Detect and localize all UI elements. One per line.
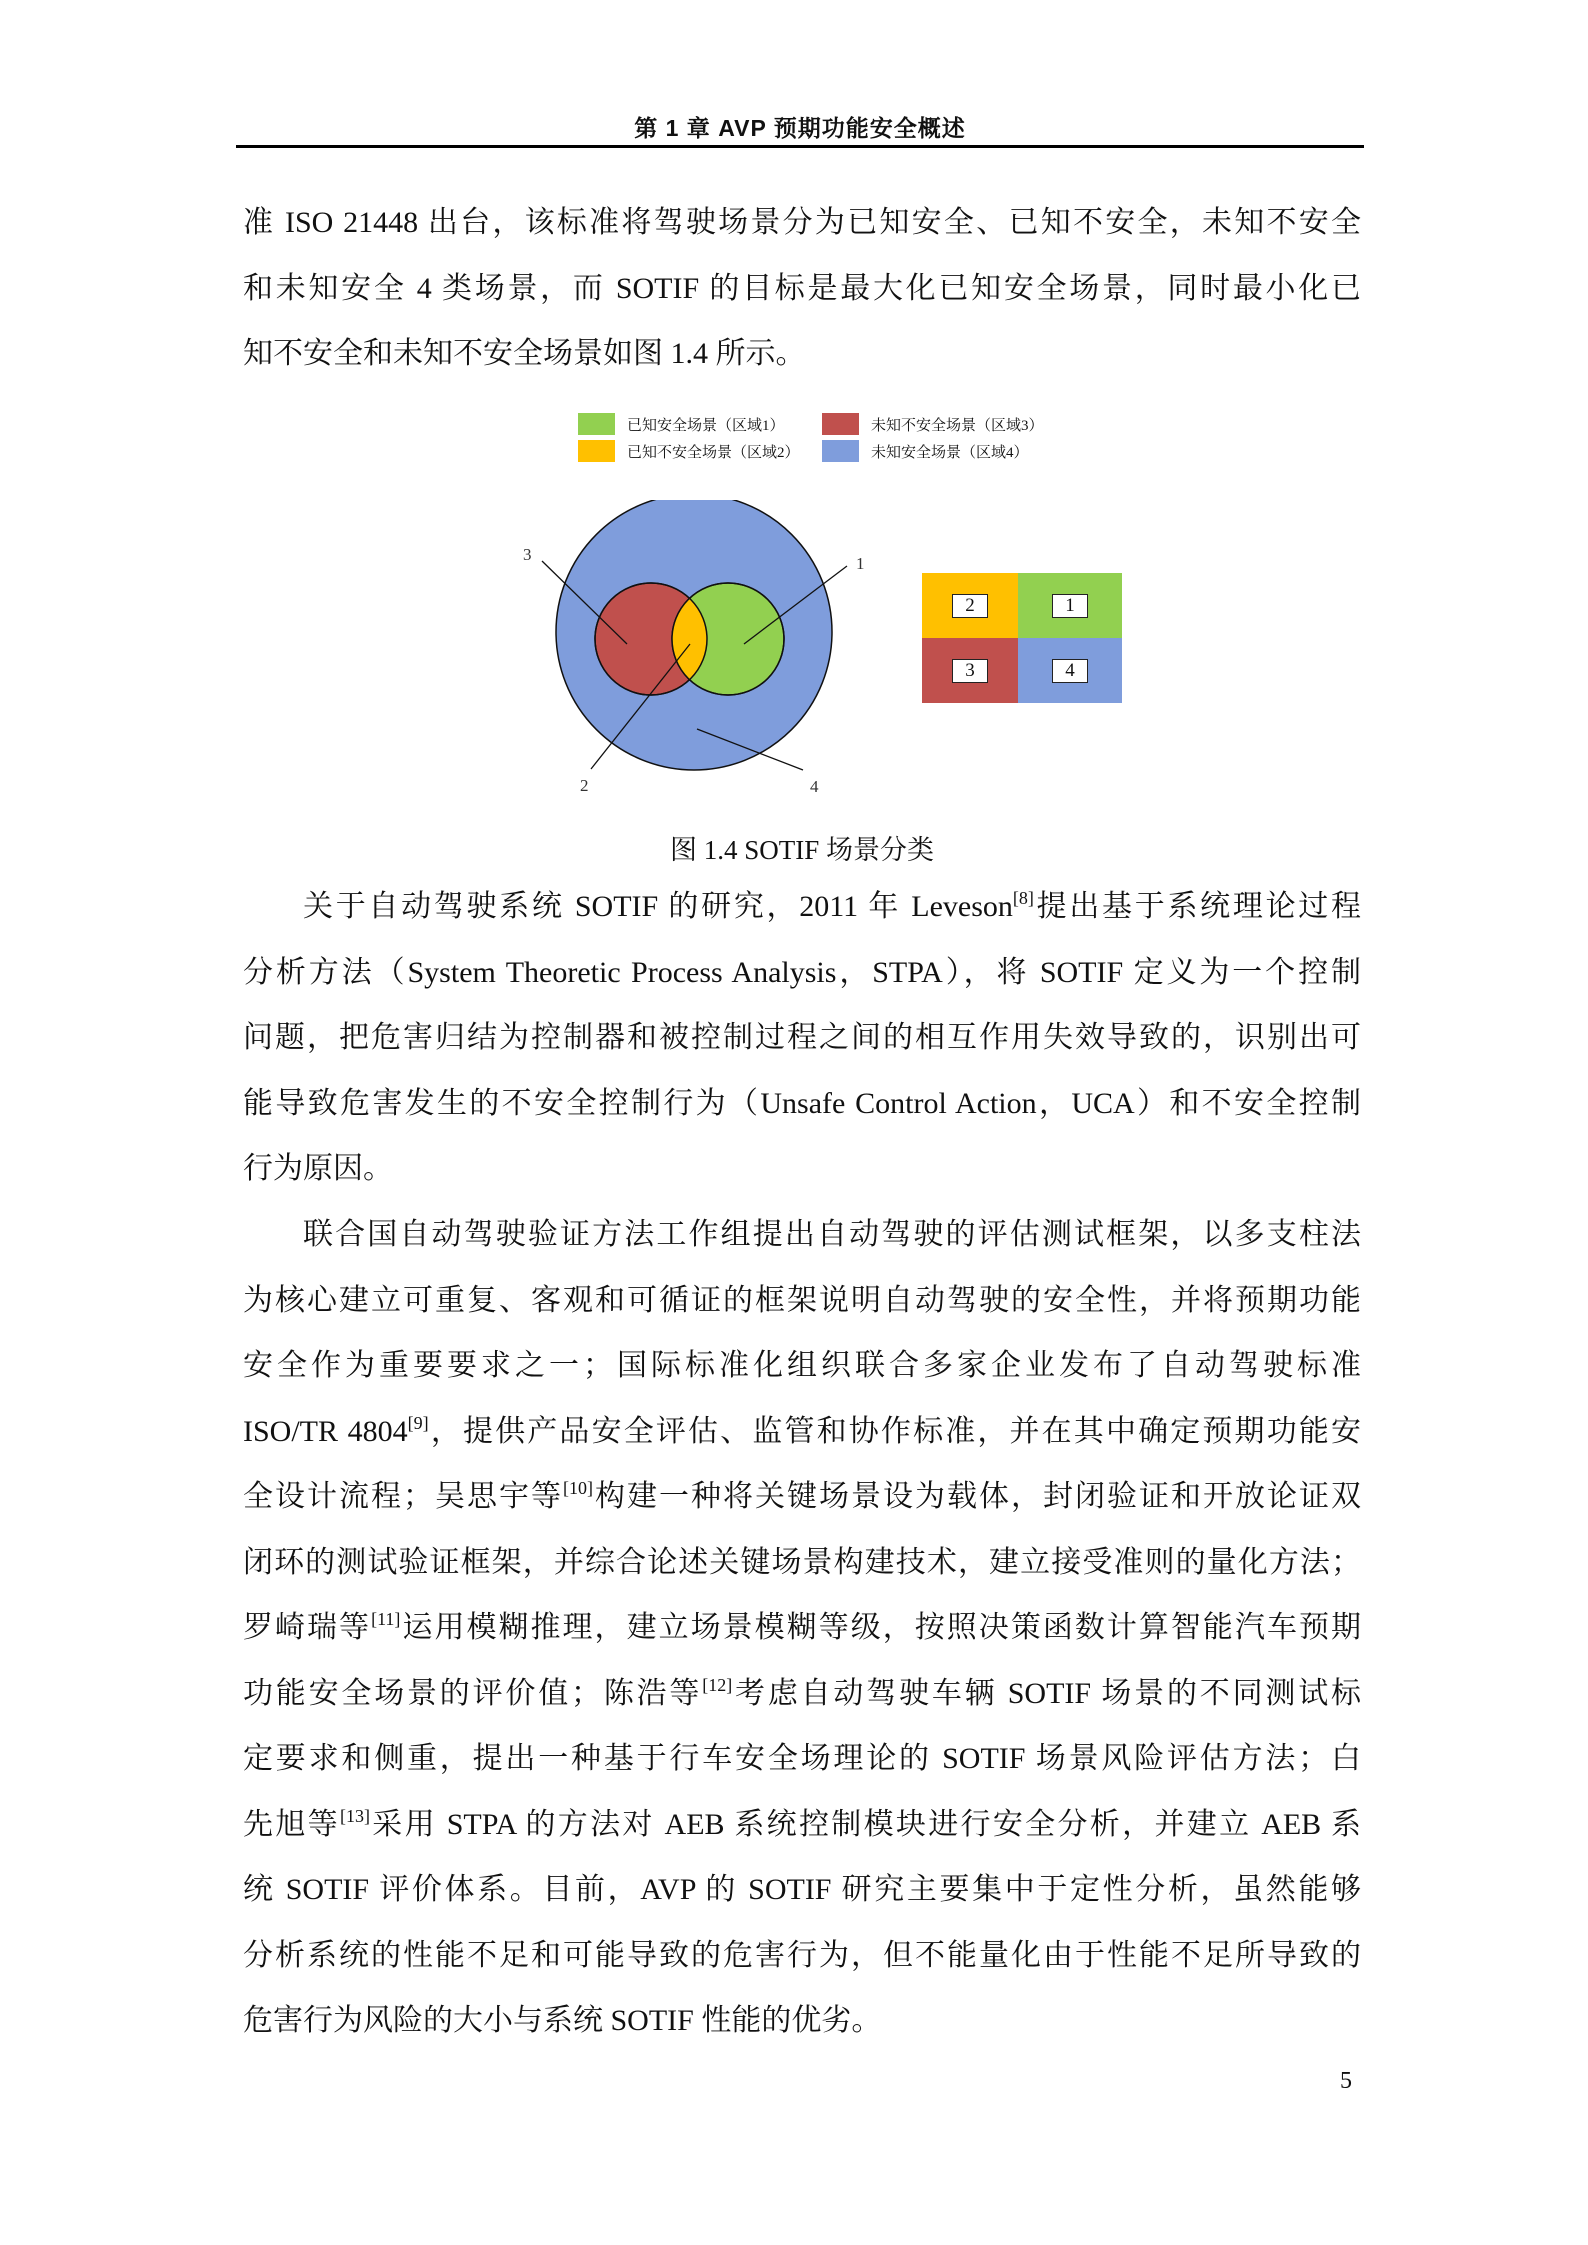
text-line: 为核心建立可重复、客观和可循证的框架说明自动驾驶的安全性，并将预期功能 (243, 1283, 1361, 1317)
text-line: 准 ISO 21448 出台，该标准将驾驶场景分为已知安全、已知不安全，未知不安全 (243, 206, 1361, 239)
grid-cell-region3 (922, 638, 1018, 703)
legend-label: 未知安全场景（区域4） (871, 444, 1029, 461)
citation-ref: [11] (371, 1609, 401, 1629)
text-line: 问题，把危害归结为控制器和被控制过程之间的相互作用失效导致的，识别出可 (243, 1021, 1361, 1054)
grid-cell-region2 (922, 573, 1018, 638)
venn-label-4: 4 (810, 777, 819, 796)
legend-item-region1 (578, 413, 785, 435)
citation-ref: [10] (563, 1478, 593, 1498)
text-line: 闭环的测试验证框架，并综合论述关键场景构建技术，建立接受准则的量化方法； (243, 1545, 1361, 1579)
citation-ref: [13] (339, 1805, 370, 1826)
grid-label: 4 (1052, 659, 1088, 683)
text-line: 知不安全和未知不安全场景如图 1.4 所示。 (243, 337, 806, 370)
text-span: 提出基于系统理论过程 (1033, 890, 1362, 923)
text-line: 危害行为风险的大小与系统 SOTIF 性能的优劣。 (243, 2004, 882, 2037)
text-span: 关于自动驾驶系统 SOTIF 的研究，2011 年 Leveson (303, 890, 1013, 923)
header-rule (236, 145, 1364, 148)
legend-label: 未知不安全场景（区域3） (871, 417, 1044, 434)
paragraph-intro (243, 190, 1361, 387)
page-number: 5 (1340, 2068, 1352, 2094)
paragraph-leveson (243, 874, 1361, 1202)
grid-label: 2 (952, 594, 988, 618)
text-line: 行为原因。 (243, 1152, 393, 1185)
text-span: 采用 STPA 的方法对 AEB 系统控制模块进行安全分析，并建立 AEB 系 (369, 1807, 1362, 1841)
grid-label: 1 (1052, 594, 1088, 618)
text-line: 定要求和侧重，提出一种基于行车安全场理论的 SOTIF 场景风险评估方法；白 (243, 1742, 1361, 1775)
text-span: ISO/TR 4804 (243, 1414, 408, 1448)
legend-item-region2 (578, 440, 800, 462)
citation-ref: [8] (1012, 888, 1034, 908)
text-line (243, 1792, 1361, 1858)
text-line (243, 1399, 1361, 1465)
text-line: 分析系统的性能不足和可能导致的危害行为，但不能量化由于性能不足所导致的 (243, 1938, 1361, 1972)
citation-ref: [9] (407, 1412, 429, 1433)
legend-item-region4 (822, 440, 1029, 462)
text-span: 全设计流程；吴思宇等 (243, 1480, 563, 1513)
legend-swatch-green (578, 413, 615, 435)
text-line (243, 874, 1361, 940)
grid-cell-region1 (1018, 573, 1122, 638)
legend-label: 已知安全场景（区域1） (627, 417, 785, 434)
legend-swatch-red (822, 413, 859, 435)
venn-label-3: 3 (523, 545, 532, 564)
paragraph-review (243, 1202, 1361, 2054)
text-line: 安全作为重要要求之一；国际标准化组织联合多家企业发布了自动驾驶标准 (243, 1349, 1361, 1382)
running-header: 第 1 章 AVP 预期功能安全概述 (634, 115, 966, 141)
venn-label-1: 1 (856, 554, 865, 573)
text-line: 能导致危害发生的不安全控制行为（Unsafe Control Action，UCA）和不安全控制 (243, 1086, 1361, 1120)
venn-label-2: 2 (580, 776, 589, 795)
figure-legend (570, 410, 1090, 470)
figure-caption: 图 1.4 SOTIF 场景分类 (669, 835, 934, 865)
legend-item-region3 (822, 413, 1044, 435)
text-line: 联合国自动驾驶验证方法工作组提出自动驾驶的评估测试框架，以多支柱法 (303, 1218, 1361, 1251)
text-line (243, 1661, 1361, 1727)
legend-swatch-orange (578, 440, 615, 462)
text-line (243, 1464, 1361, 1530)
text-span: ，提供产品安全评估、监管和协作标准，并在其中确定预期功能安 (428, 1414, 1362, 1448)
text-span: 先旭等 (243, 1807, 340, 1841)
legend-swatch-blue (822, 440, 859, 462)
text-span: 构建一种将关键场景设为载体，封闭验证和开放论证双 (593, 1480, 1361, 1513)
text-span: 考虑自动驾驶车辆 SOTIF 场景的不同测试标 (732, 1676, 1361, 1710)
text-span: 功能安全场景的评价值；陈浩等 (243, 1676, 703, 1710)
venn-diagram (500, 500, 900, 820)
grid-label: 3 (952, 659, 988, 683)
text-line (243, 1595, 1361, 1661)
region-grid (922, 573, 1122, 703)
text-line: 分析方法（System Theoretic Process Analysis，STPA），将 SOTIF 定义为一个控制 (243, 955, 1361, 989)
legend-label: 已知不安全场景（区域2） (627, 444, 800, 461)
text-span: 罗崎瑞等 (243, 1611, 372, 1644)
text-line: 统 SOTIF 评价体系。目前，AVP 的 SOTIF 研究主要集中于定性分析，虽然能够 (243, 1873, 1361, 1906)
text-line: 和未知安全 4 类场景，而 SOTIF 的目标是最大化已知安全场景，同时最小化已 (243, 271, 1361, 305)
citation-ref: [12] (702, 1674, 733, 1695)
grid-cell-region4 (1018, 638, 1122, 703)
text-span: 运用模糊推理，建立场景模糊等级，按照决策函数计算智能汽车预期 (400, 1611, 1362, 1644)
